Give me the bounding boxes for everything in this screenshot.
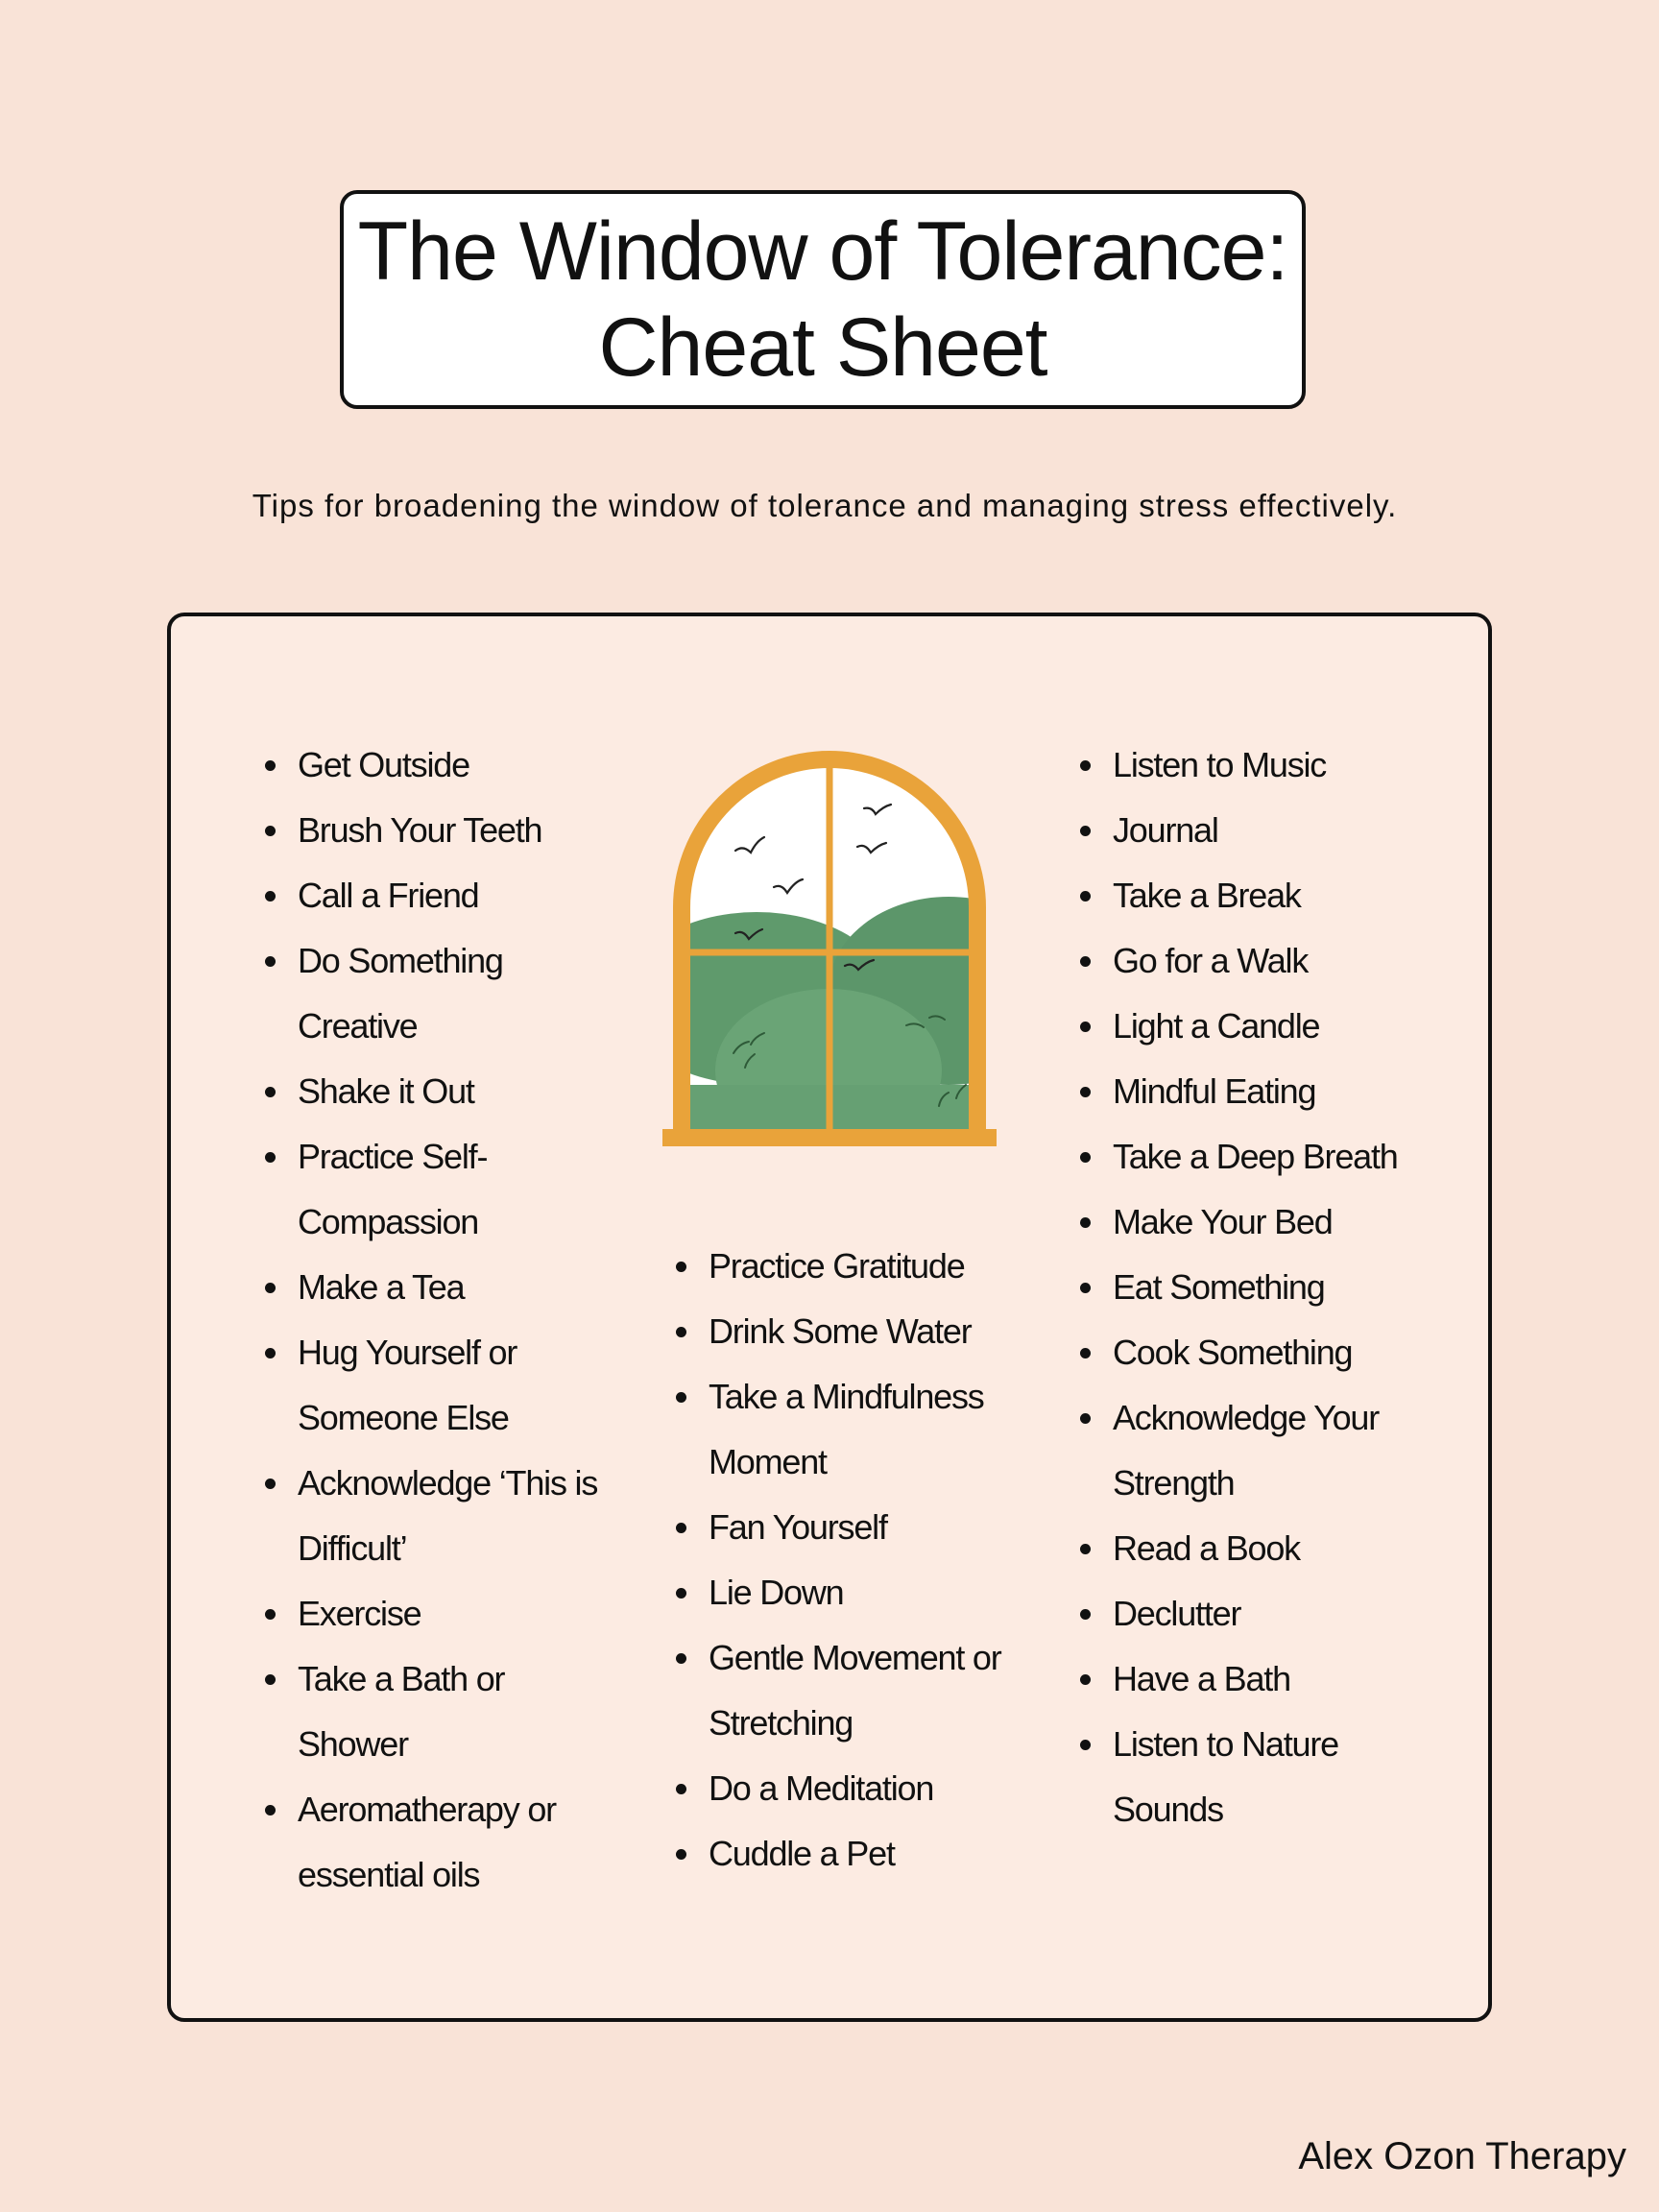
list-item: Practice Self-Compassion bbox=[265, 1124, 611, 1255]
page-subtitle: Tips for broadening the window of tolerance and managing stress effectively. bbox=[252, 488, 1398, 523]
list-item: Make Your Bed bbox=[1080, 1190, 1426, 1255]
list-item: Exercise bbox=[265, 1581, 611, 1647]
list-item: Fan Yourself bbox=[676, 1495, 1022, 1560]
tips-list-right bbox=[1080, 733, 1426, 1842]
list-item: Light a Candle bbox=[1080, 994, 1426, 1059]
list-item: Mindful Eating bbox=[1080, 1059, 1426, 1124]
title-box bbox=[340, 190, 1306, 409]
list-item: Acknowledge ‘This is Difficult’ bbox=[265, 1451, 611, 1581]
list-item: Do Something Creative bbox=[265, 928, 611, 1059]
list-item: Take a Deep Breath bbox=[1080, 1124, 1426, 1190]
list-item: Take a Mindfulness Moment bbox=[676, 1364, 1022, 1495]
list-item: Declutter bbox=[1080, 1581, 1426, 1647]
list-item: Gentle Movement or Stretching bbox=[676, 1625, 1022, 1756]
list-item: Cuddle a Pet bbox=[676, 1821, 1022, 1887]
list-item: Eat Something bbox=[1080, 1255, 1426, 1320]
list-item: Shake it Out bbox=[265, 1059, 611, 1124]
footer-credit: Alex Ozon Therapy bbox=[1298, 2135, 1626, 2177]
list-item: Take a Break bbox=[1080, 863, 1426, 928]
list-item: Read a Book bbox=[1080, 1516, 1426, 1581]
list-item: Aeromatherapy or essential oils bbox=[265, 1777, 611, 1908]
list-item: Make a Tea bbox=[265, 1255, 611, 1320]
arched-window-icon bbox=[661, 739, 998, 1150]
list-item: Lie Down bbox=[676, 1560, 1022, 1625]
list-item: Drink Some Water bbox=[676, 1299, 1022, 1364]
list-item: Brush Your Teeth bbox=[265, 798, 611, 863]
list-item: Go for a Walk bbox=[1080, 928, 1426, 994]
tips-list-left bbox=[265, 733, 611, 1908]
list-item: Practice Gratitude bbox=[676, 1234, 1022, 1299]
page-title-line-2: Cheat Sheet bbox=[598, 301, 1047, 394]
list-item: Get Outside bbox=[265, 733, 611, 798]
list-item: Listen to Music bbox=[1080, 733, 1426, 798]
list-item: Have a Bath bbox=[1080, 1647, 1426, 1712]
page-title-line-1: The Window of Tolerance: bbox=[357, 205, 1288, 298]
list-item: Do a Meditation bbox=[676, 1756, 1022, 1821]
list-item: Journal bbox=[1080, 798, 1426, 863]
tips-list-middle bbox=[676, 1234, 1022, 1887]
list-item: Cook Something bbox=[1080, 1320, 1426, 1385]
list-item: Take a Bath or Shower bbox=[265, 1647, 611, 1777]
list-item: Hug Yourself or Someone Else bbox=[265, 1320, 611, 1451]
list-item: Acknowledge Your Strength bbox=[1080, 1385, 1426, 1516]
list-item: Listen to Nature Sounds bbox=[1080, 1712, 1426, 1842]
list-item: Call a Friend bbox=[265, 863, 611, 928]
